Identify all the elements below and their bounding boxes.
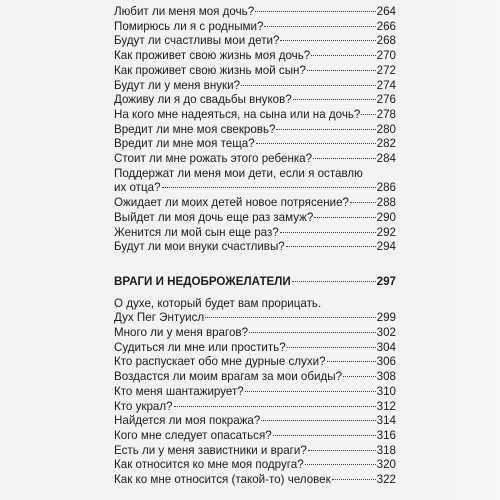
toc-entry-title: Будут ли мои внуки счастливы? [114,240,285,254]
toc-entry-page: 294 [376,240,396,254]
toc-entry [114,211,396,226]
toc-entry [114,79,396,94]
toc-entry [114,341,396,356]
toc-entry-title: Любит ли меня моя дочь? [114,5,255,18]
leader-dots [293,99,376,100]
toc-entry [114,108,396,123]
toc-entry [114,93,396,108]
leader-dots [256,143,376,144]
leader-dots [327,361,376,362]
toc-entry-title: Кто меня шантажирует? [114,384,244,398]
toc-entry-title: Ожидает ли моих детей новое потрясение? [114,196,349,210]
leader-dots [245,391,376,392]
toc-entry [114,355,396,370]
toc-entry-page: 302 [376,326,396,340]
toc-entry-page: 292 [376,225,396,239]
leader-dots [307,70,376,71]
leader-dots [305,464,376,465]
toc-entry-title: Помирюсь ли я с родными? [114,19,264,33]
toc-entry-title: Кто украл? [114,399,173,413]
leader-dots [292,281,376,282]
leader-dots [174,406,376,407]
toc-entry-title: Дух Пег Энтуисл [114,311,205,325]
leader-dots [276,129,375,130]
toc-entry-title: Есть ли у меня завистники и враги? [114,443,307,457]
section-title: ВРАГИ И НЕДОБРОЖЕЛАТЕЛИ [114,274,291,288]
toc-entry-page: 266 [376,19,396,33]
toc-list-bottom [114,311,396,487]
toc-entry-page: 304 [376,340,396,354]
toc-entry [114,473,396,488]
toc-entry [114,429,396,444]
toc-entry-page: 280 [376,122,396,136]
leader-dots [311,55,375,56]
toc-entry-title: Кто распускает обо мне дурные слухи? [114,355,326,369]
toc-list-middle [114,196,396,255]
toc-entry [114,152,396,167]
toc-entry-page: 310 [376,384,396,398]
leader-dots [255,11,376,12]
leader-dots [261,420,375,421]
leader-dots [350,202,376,203]
toc-entry-page: 276 [376,93,396,107]
toc-entry [114,49,396,64]
toc-entry [114,385,396,400]
toc-entry-title: Доживу ли я до свадьбы внуков? [114,93,292,107]
leader-dots [308,450,376,451]
toc-entry-title: Как проживет свою жизнь мой сын? [114,63,306,77]
toc-entry [114,370,396,385]
leader-dots [313,158,376,159]
intro-line: О духе, который будет вам прорицать. [114,296,322,310]
leader-dots [280,232,376,233]
leader-dots [286,246,376,247]
toc-entry [114,5,396,20]
toc-entry-title: Кого мне следует опасаться? [114,428,272,442]
toc-entry-title: Вредит ли мне моя свекровь? [114,122,276,136]
toc-entry [114,123,396,138]
toc-entry-page: 272 [376,63,396,77]
leader-dots [241,85,376,86]
toc-entry-title: Судиться ли мне или простить? [114,340,286,354]
toc-entry-title: Как проживет свою жизнь моя дочь? [114,49,311,63]
leader-dots [249,332,376,333]
toc-entry-page: 299 [376,311,396,325]
toc-entry-page: 322 [376,473,396,487]
toc-entry [114,414,396,429]
toc-entry-page: 274 [376,78,396,92]
toc-entry-page: 306 [376,355,396,369]
toc-entry [114,226,396,241]
toc-entry-title: Воздастся ли моим врагам за мои обиды? [114,370,343,384]
section-heading [114,275,396,290]
toc-entry-page: 264 [376,5,396,18]
toc-entry-page: 314 [376,414,396,428]
leader-dots [280,40,375,41]
toc-entry [114,458,396,473]
toc-entry-title: Много ли у меня врагов? [114,326,249,340]
toc-entry-multiline [114,167,396,196]
toc-entry [114,311,396,326]
leader-dots [162,187,376,188]
leader-dots [205,317,375,318]
toc-entry [114,64,396,79]
toc-entry [114,240,396,255]
toc-entry-title: Женится ли мой сын еще раз? [114,225,279,239]
leader-dots [314,217,375,218]
leader-dots [361,114,375,115]
toc-entry [114,20,396,35]
toc-entry [114,444,396,459]
toc-entry-page: 320 [376,458,396,472]
toc-entry-title: Выйдет ли моя дочь еще раз замуж? [114,210,314,224]
leader-dots [343,376,376,377]
toc-entry-page: 282 [376,137,396,151]
toc-entry [114,400,396,415]
toc-entry-page: 270 [376,49,396,63]
leader-dots [264,26,375,27]
toc-entry-page: 318 [376,443,396,457]
toc-entry [114,137,396,152]
toc-entry-page: 286 [376,181,396,195]
toc-entry-page: 288 [376,196,396,210]
toc-entry-title-line1: Поддержат ли меня мои дети, если я оставлю [114,166,363,180]
toc-entry [114,34,396,49]
section-page: 297 [376,274,396,288]
toc-entry-page: 316 [376,428,396,442]
toc-list-top [114,5,396,167]
toc-entry-title: Будут ли у меня внуки? [114,78,241,92]
toc-entry-title: На кого мне надеяться, на сына или на дочь? [114,107,361,121]
toc-entry-page: 290 [376,210,396,224]
table-of-contents [114,5,396,488]
toc-entry-title: Вредит ли мне моя теща? [114,137,255,151]
toc-entry [114,196,396,211]
toc-entry-title: Как ко мне относится (такой-то) человек [114,473,331,487]
leader-dots [287,347,376,348]
toc-entry-title-line2: их отца? [114,181,161,195]
toc-entry-page: 312 [376,399,396,413]
toc-entry-page: 308 [376,370,396,384]
toc-entry-title: Найдется ли моя покража? [114,414,261,428]
leader-dots [273,435,376,436]
toc-entry-title: Стоит ли мне рожать этого ребенка? [114,152,313,166]
toc-entry-title: Как относится ко мне моя подруга? [114,458,304,472]
toc-entry [114,326,396,341]
leader-dots [332,479,376,480]
toc-entry-page: 278 [376,107,396,121]
toc-entry-page: 268 [376,34,396,48]
toc-entry-page: 284 [376,152,396,166]
toc-entry-title: Будут ли счастливы мои дети? [114,34,280,48]
